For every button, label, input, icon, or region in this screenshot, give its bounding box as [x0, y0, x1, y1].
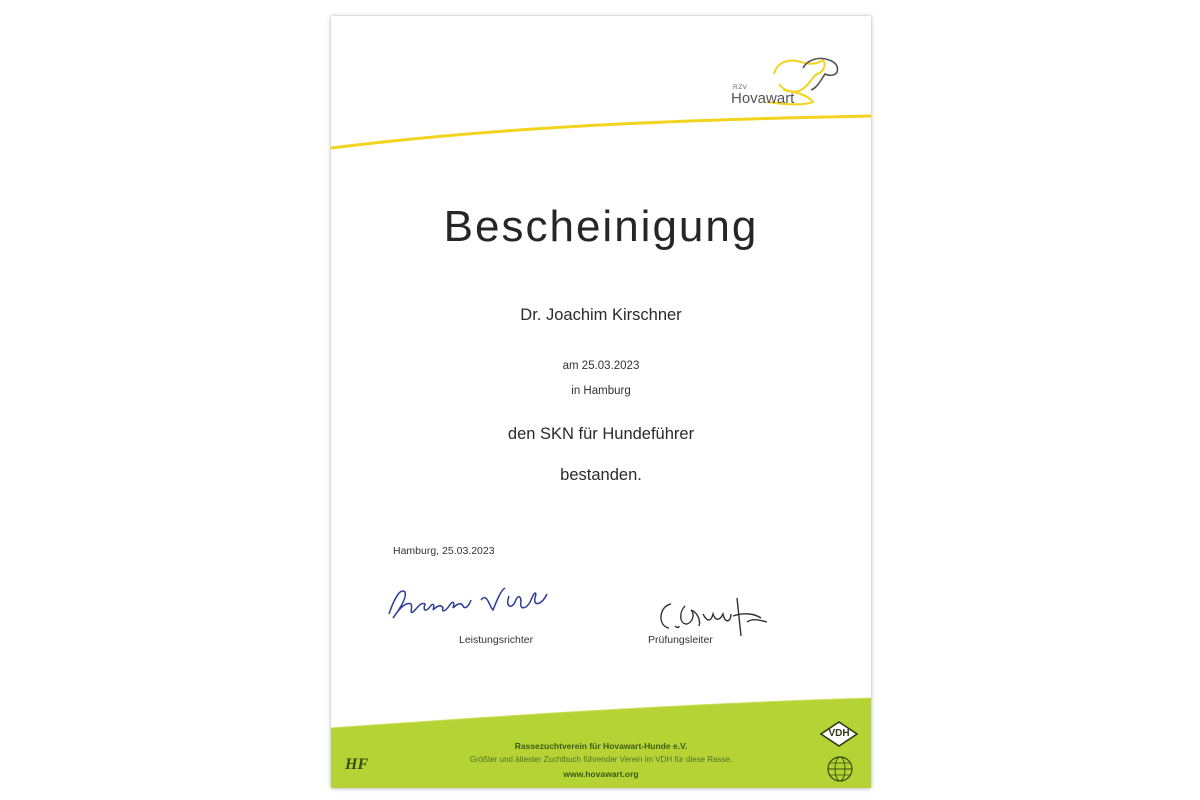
footer-organization: Rassezuchtverein für Hovawart-Hunde e.V. — [514, 741, 688, 751]
vdh-badge-icon — [819, 720, 859, 748]
footer-claim: Größter und ältester Zuchtbuch führender Verein im VDH für diese Rasse. — [469, 755, 733, 764]
footer-url: www.hovawart.org — [563, 769, 639, 779]
fci-globe-icon — [825, 754, 855, 784]
signature-place-date: Hamburg, 25.03.2023 — [393, 545, 495, 557]
logo-prefix: RZV — [733, 84, 748, 91]
exam-date: am 25.03.2023 — [562, 360, 640, 372]
exam-name: den SKN für Hundeführer — [507, 425, 695, 443]
right-signature-role: Prüfungsleiter — [648, 634, 713, 646]
certificate-sheet — [331, 16, 871, 788]
left-signature — [371, 566, 571, 636]
recipient-name: Dr. Joachim Kirschner — [520, 306, 682, 324]
certificate-title: Bescheinigung — [443, 202, 759, 251]
left-signature-role: Leistungsrichter — [459, 634, 534, 646]
logo-name: Hovawart — [731, 90, 795, 107]
footer-left-mark: HF — [345, 756, 369, 773]
exam-result: bestanden. — [560, 466, 642, 484]
vdh-badge-label: VDH — [828, 728, 850, 739]
exam-place: in Hamburg — [571, 385, 631, 397]
